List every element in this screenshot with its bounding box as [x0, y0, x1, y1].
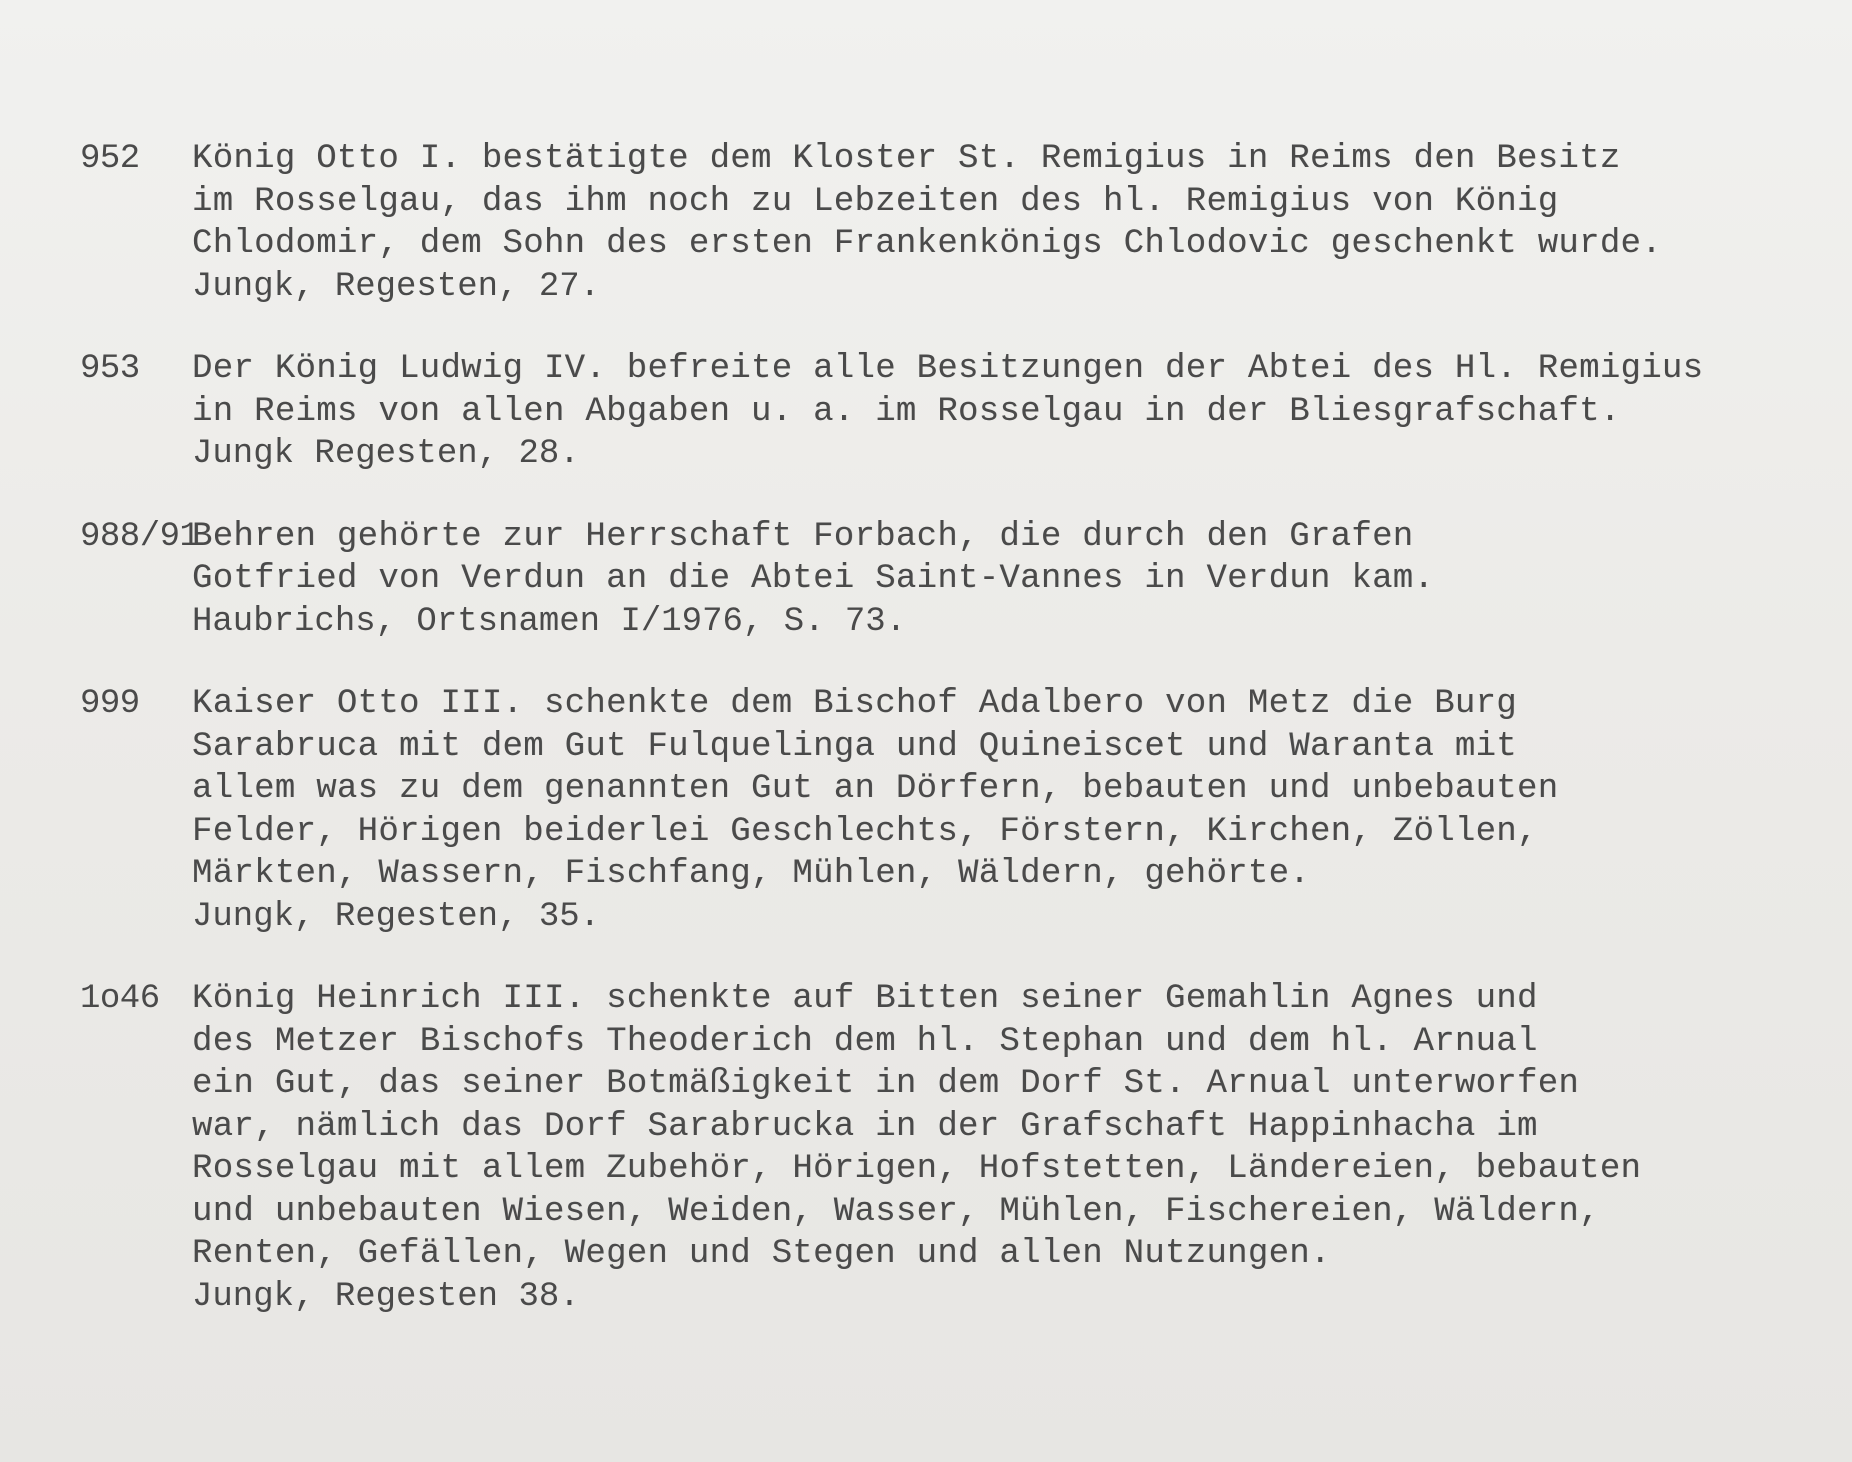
entry-source: Jungk, Regesten, 35. — [192, 897, 601, 936]
entry-line: war, nämlich das Dorf Sarabrucka in der Grafschaft Happinhacha im — [192, 1107, 1538, 1146]
entry-text — [192, 978, 1772, 1318]
entry-952 — [80, 138, 1772, 308]
entry-year: 988/91 — [80, 517, 200, 556]
entry-year: 953 — [80, 350, 140, 388]
entry-line: Renten, Gefällen, Wegen und Stegen und allen Nutzungen. — [192, 1235, 1331, 1273]
entry-line: Sarabruca mit dem Gut Fulquelinga und Quineiscet und Waranta mit — [192, 727, 1518, 766]
entry-line: Chlodomir, dem Sohn des ersten Frankenkönigs Chlodovic geschenkt wurde. — [192, 225, 1662, 263]
entry-text — [192, 683, 1772, 938]
entry-line: König Otto I. bestätigte dem Kloster St. Remigius in Reims den Besitz — [192, 140, 1621, 178]
entry-line: Rosselgau mit allem Zubehör, Hörigen, Hofstetten, Ländereien, bebauten — [192, 1150, 1642, 1188]
entry-line: Der König Ludwig IV. befreite alle Besitzungen der Abtei des Hl. Remigius — [192, 350, 1704, 388]
entry-line: im Rosselgau, das ihm noch zu Lebzeiten des hl. Remigius von König — [192, 182, 1559, 221]
entry-line: Kaiser Otto III. schenkte dem Bischof Adalbero von Metz die Burg — [192, 685, 1518, 723]
entry-line: und unbebauten Wiesen, Weiden, Wasser, Mühlen, Fischereien, Wäldern, — [192, 1192, 1600, 1231]
entry-line: des Metzer Bischofs Theoderich dem hl. Stephan und dem hl. Arnual — [192, 1022, 1538, 1061]
entry-source: Haubrichs, Ortsnamen I/1976, S. 73. — [192, 602, 907, 641]
entry-line: Märkten, Wassern, Fischfang, Mühlen, Wäldern, gehörte. — [192, 855, 1310, 893]
entry-999 — [80, 683, 1772, 938]
entry-source: Jungk Regesten, 28. — [192, 435, 580, 473]
entry-line: ein Gut, das seiner Botmäßigkeit in dem Dorf St. Arnual unterworfen — [192, 1065, 1580, 1103]
entry-source: Jungk, Regesten 38. — [192, 1277, 580, 1316]
entry-1046 — [80, 978, 1772, 1318]
entry-line: Behren gehörte zur Herrschaft Forbach, die durch den Grafen — [192, 517, 1414, 556]
entry-source: Jungk, Regesten, 27. — [192, 267, 601, 306]
entry-year: 952 — [80, 140, 140, 178]
entry-year: 1o46 — [80, 980, 160, 1018]
entry-text — [192, 516, 1772, 644]
entry-text — [192, 138, 1772, 308]
entry-text — [192, 348, 1772, 476]
entry-953 — [80, 348, 1772, 476]
entry-year: 999 — [80, 685, 140, 723]
entry-line: allem was zu dem genannten Gut an Dörfern, bebauten und unbebauten — [192, 770, 1559, 808]
entry-line: Gotfried von Verdun an die Abtei Saint-Vannes in Verdun kam. — [192, 560, 1435, 598]
entry-line: Felder, Hörigen beiderlei Geschlechts, Förstern, Kirchen, Zöllen, — [192, 812, 1538, 851]
entry-line: in Reims von allen Abgaben u. a. im Rosselgau in der Bliesgrafschaft. — [192, 392, 1621, 431]
entry-line: König Heinrich III. schenkte auf Bitten seiner Gemahlin Agnes und — [192, 980, 1538, 1018]
entry-988-91 — [80, 516, 1772, 644]
